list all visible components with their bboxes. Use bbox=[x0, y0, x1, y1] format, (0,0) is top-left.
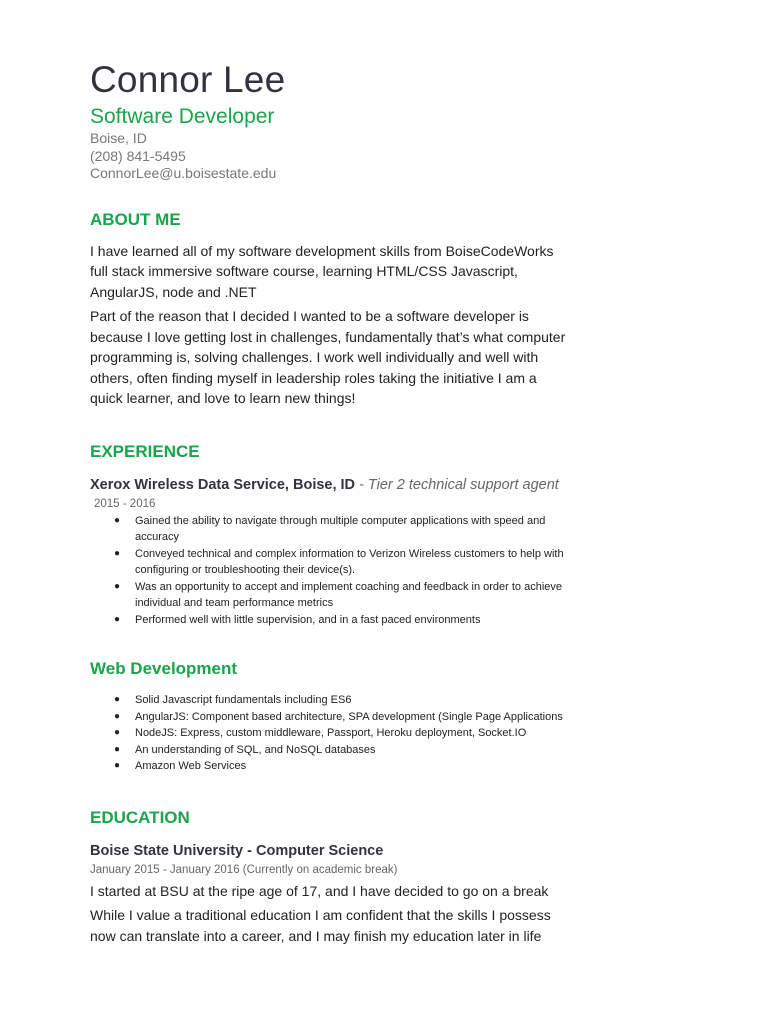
about-paragraph: Part of the reason that I decided I wanted to be a software developer is because I love getting lost in challenges, fundamentally that’s what computer programming is, solving challenges. I work well individually and well with others, often finding myself in leadership roles taking the initiative I am a quick learner, and love to learn new things! bbox=[90, 308, 566, 406]
bullet-dot-icon: ● bbox=[114, 514, 121, 526]
job-title: Tier 2 technical support agent bbox=[367, 476, 559, 493]
bullet-dot-icon: ● bbox=[114, 580, 121, 592]
education-heading: EDUCATION bbox=[90, 807, 190, 827]
education-paragraph: I started at BSU at the ripe age of 17, and I have decided to go on a break bbox=[90, 882, 549, 899]
bullet-dot-icon: ● bbox=[114, 613, 121, 625]
experience-section bbox=[90, 441, 570, 629]
list-item bbox=[90, 546, 570, 579]
candidate-name: Connor Lee bbox=[90, 59, 286, 100]
list-item bbox=[90, 725, 570, 742]
job-bullet-list bbox=[90, 513, 570, 629]
bullet-dot-icon: ● bbox=[114, 694, 121, 705]
contact-phone: (208) 841-5495 bbox=[90, 147, 186, 164]
education-paragraph: While I value a traditional education I am confident that the skills I possess now can translate into a career, and I may finish my education later in life bbox=[90, 907, 551, 944]
contact-location: Boise, ID bbox=[90, 130, 147, 146]
contact-email: ConnorLee@u.boisestate.edu bbox=[90, 165, 277, 181]
education-section bbox=[90, 807, 570, 947]
job-dates: 2015 - 2016 bbox=[94, 497, 156, 510]
bullet-dot-icon: ● bbox=[114, 710, 121, 722]
list-item bbox=[90, 692, 570, 709]
job-title-separator: - bbox=[355, 476, 368, 493]
education-dates: January 2015 - January 2016 (Currently on academic break) bbox=[90, 863, 398, 876]
bullet-dot-icon: ● bbox=[114, 547, 121, 559]
bullet-dot-icon: ● bbox=[114, 743, 121, 755]
list-item-text: An understanding of SQL, and NoSQL databases bbox=[135, 743, 376, 756]
list-item bbox=[90, 513, 570, 546]
webdev-bullet-list bbox=[90, 692, 570, 775]
list-item-text: Performed well with little supervision, and in a fast paced environments bbox=[135, 613, 481, 626]
about-paragraph: I have learned all of my software development skills from BoiseCodeWorks full stack immersive software course, learning HTML/CSS Javascript, AngularJS, node and .NET bbox=[90, 242, 554, 300]
list-item bbox=[90, 758, 570, 775]
job-heading bbox=[90, 475, 570, 495]
about-heading: ABOUT ME bbox=[90, 209, 181, 229]
list-item-text: Amazon Web Services bbox=[135, 760, 247, 772]
candidate-role: Software Developer bbox=[90, 105, 275, 128]
list-item bbox=[90, 579, 570, 612]
job-organization: Xerox Wireless Data Service, Boise, ID bbox=[90, 476, 356, 493]
webdev-section bbox=[90, 658, 570, 775]
about-section bbox=[90, 209, 570, 409]
webdev-heading: Web Development bbox=[90, 659, 238, 678]
resume-header bbox=[90, 58, 570, 183]
list-item-text: AngularJS: Component based architecture, SPA development (Single Page Applications bbox=[135, 710, 563, 723]
bullet-dot-icon: ● bbox=[114, 760, 121, 771]
list-item bbox=[90, 709, 570, 726]
education-school: Boise State University - Computer Science bbox=[90, 842, 384, 859]
experience-heading: EXPERIENCE bbox=[90, 441, 200, 461]
list-item bbox=[90, 612, 570, 629]
list-item bbox=[90, 742, 570, 759]
list-item-text: Conveyed technical and complex information to Verizon Wireless customers to help with configuring or troubleshooting their device(s). bbox=[135, 547, 564, 576]
list-item-text: Gained the ability to navigate through multiple computer applications with speed and accuracy bbox=[135, 514, 546, 543]
list-item-text: Was an opportunity to accept and implement coaching and feedback in order to achieve individual and team performance metrics bbox=[135, 580, 563, 609]
bullet-dot-icon: ● bbox=[114, 727, 121, 738]
list-item-text: Solid Javascript fundamentals including ES6 bbox=[135, 694, 352, 706]
list-item-text: NodeJS: Express, custom middleware, Passport, Heroku deployment, Socket.IO bbox=[135, 727, 527, 739]
resume-page bbox=[90, 58, 570, 946]
